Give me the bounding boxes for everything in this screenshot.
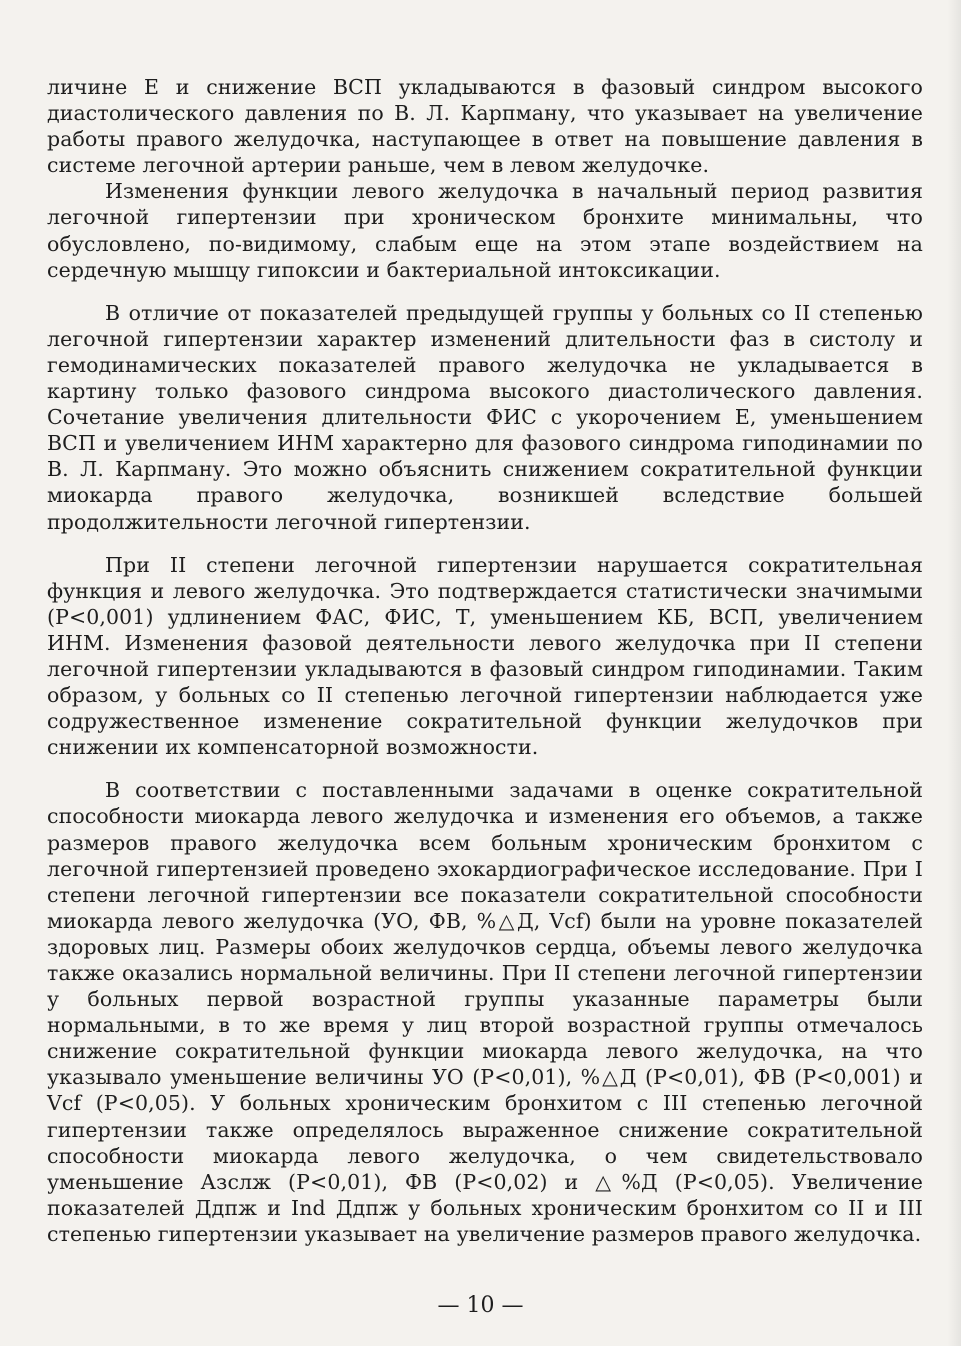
paragraph-3: В отличие от показателей предыдущей группы у больных со II степенью легочной гипертензии характер изменений длительности фаз в систолу и гемодинамических показателей правого желудочка не укладывается в картину только фазового синдрома высокого диастолического давления. Сочетание увеличения длительности ФИС с укорочением Е, уменьшением ВСП и увеличением ИНМ характерно для фазового синдрома гиподинамии по В. Л. Карпману. Это можно объяснить снижением сократительной функции миокарда правого желудочка, возникшей вследствие большей продолжительности легочной гипертензии. <box>47 300 923 534</box>
paragraph-5: В соответствии с поставленными задачами в оценке сократительной способности миокарда левого желудочка и изменения его объемов, а также размеров правого желудочка всем больным хроническим бронхитом с легочной гипертензией проведено эхокардиографическое исследование. При I степени легочной гипертензии все показатели сократительной способности миокарда левого желудочка (УО, ФВ, %△Д, Vcf) были на уровне показателей здоровых лиц. Размеры обоих желудочков сердца, объемы левого желудочка также оказались нормальной величины. При II степени легочной гипертензии у больных первой возрастной группы указанные параметры были нормальными, в то же время у лиц второй возрастной группы отмечалось снижение сократительной функции миокарда левого желудочка, на что указывало уменьшение величины УО (Р<0,01), %△Д (Р<0,01), ФВ (Р<0,001) и Vcf (Р<0,05). У больных хроническим бронхитом с III степенью легочной гипертензии также определялось выраженное снижение сократительной способности миокарда левого желудочка, о чем свидетельствовало уменьшение Азслж (Р<0,01), ФВ (Р<0,02) и △%Д (Р<0,05). Увеличение показателей Ддпж и Ind Ддпж у больных хроническим бронхитом со II и III степенью гипертензии указывает на увеличение размеров правого желудочка. <box>47 778 923 1246</box>
paragraph-4: При II степени легочной гипертензии нарушается сократительная функция и левого желудочка. Это подтверждается статистически значимыми (Р<0,001) удлинением ФАС, ФИС, Т, уменьшением КБ, ВСП, увеличением ИНМ. Изменения фазовой деятельности левого желудочка при II степени легочной гипертензии укладываются в фазовый синдром гиподинамии. Таким образом, у больных со II степенью легочной гипертензии наблюдается уже содружественное изменение сократительной функции желудочков при снижении их компенсаторной возможности. <box>47 552 923 760</box>
paragraph-2: Изменения функции левого желудочка в начальный период развития легочной гипертензии при хроническом бронхите минимальны, что обусловлено, по-видимому, слабым еще на этом этапе воздействием на сердечную мышцу гипоксии и бактериальной интоксикации. <box>47 179 923 282</box>
paragraph-1: личине Е и снижение ВСП укладываются в фазовый синдром высокого диастолического давления по В. Л. Карпману, что указывает на увеличение работы правого желудочка, наступающее в ответ на повышение давления в системе легочной артерии раньше, чем в левом желудочке. <box>47 75 923 178</box>
page-number: — 10 — <box>437 1293 524 1318</box>
body-text <box>47 74 923 1247</box>
